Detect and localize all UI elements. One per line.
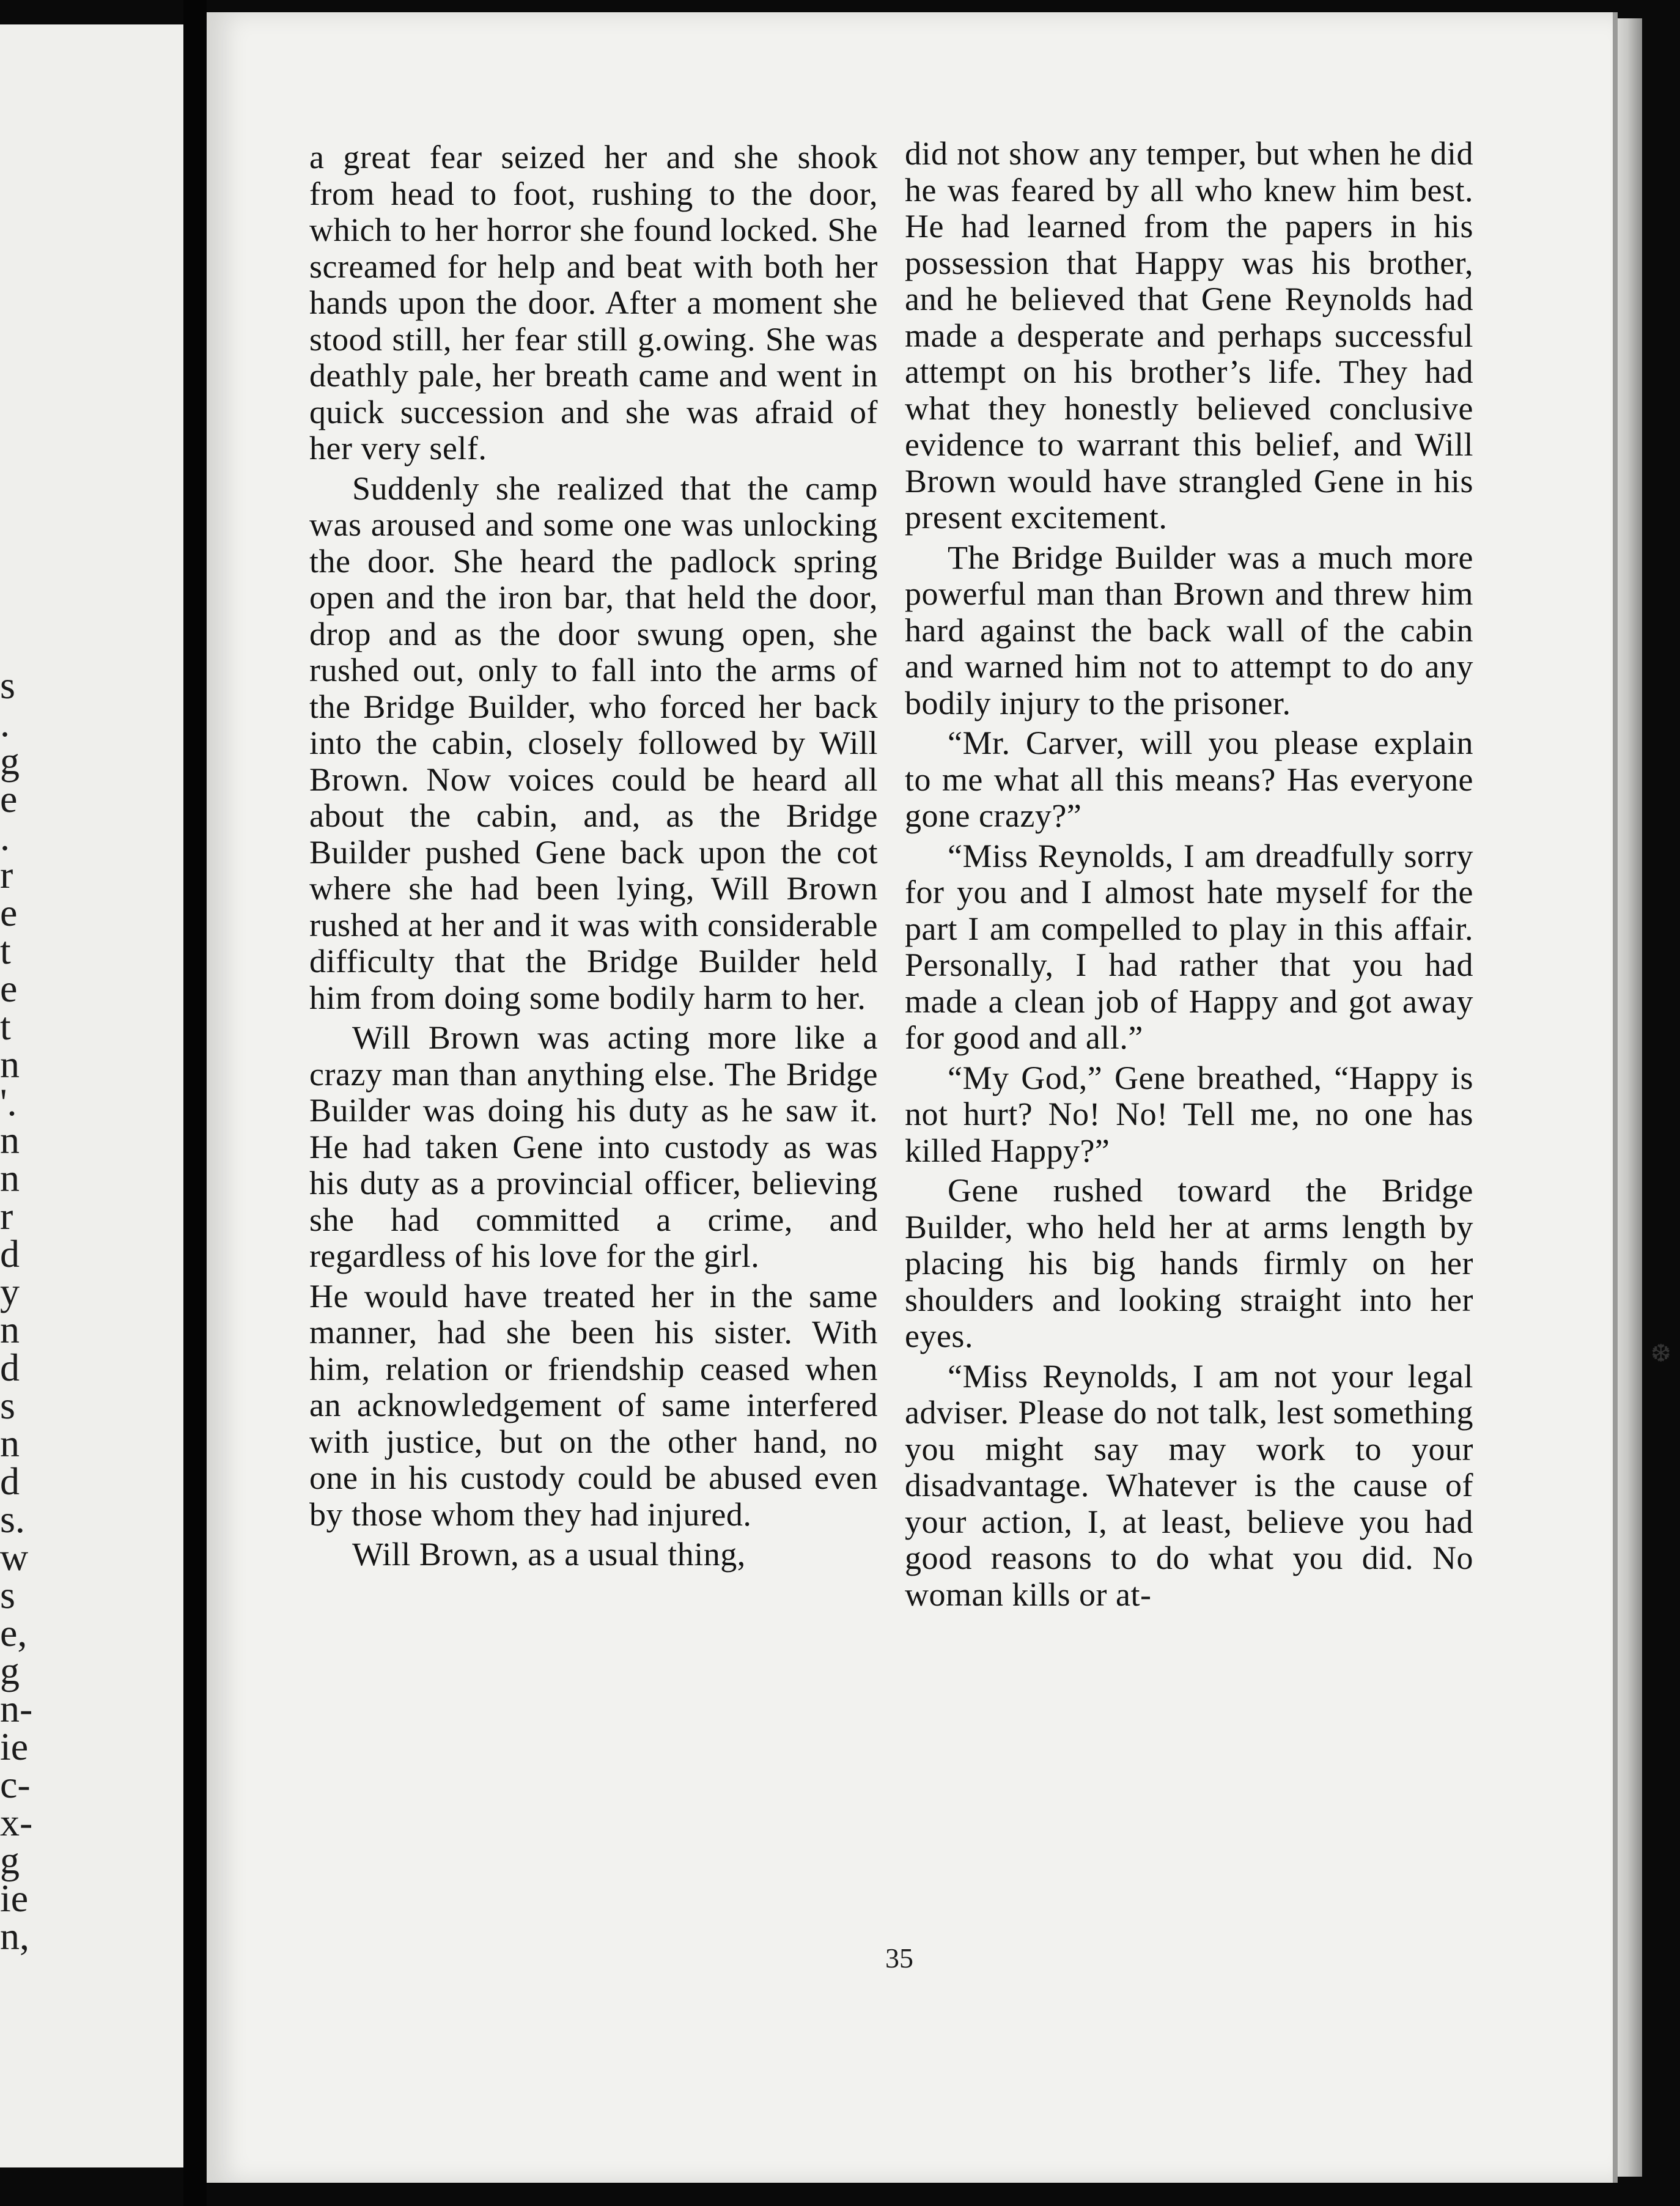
page-edge	[1618, 18, 1642, 2177]
edge-char: ie	[0, 1725, 29, 1768]
edge-char: n	[0, 1042, 20, 1086]
edge-char: .	[0, 815, 10, 858]
paragraph: “My God,” Gene breathed, “Happy is not hurt? No! No! Tell me, no one has killed Happy?”	[905, 1059, 1473, 1169]
ink-smudge-icon: ❆	[1651, 1340, 1671, 1367]
book-gutter	[183, 0, 207, 2206]
edge-char: .	[0, 701, 10, 745]
edge-char: g	[0, 1839, 20, 1882]
edge-char: n	[0, 1118, 20, 1162]
edge-char: s.	[0, 1497, 25, 1541]
paragraph: did not show any temper, but when he did he was feared by all who knew him best. He had learned from the papers in his possession that Happy was his brother, and he believed that Gene Reynolds had made a desperate and perhaps successful attempt on his brother’s life. They had what they honestly believed conclusive evidence to warrant this belief, and Will Brown would have strangled Gene in his present excitement.	[905, 135, 1473, 536]
edge-char: n,	[0, 1914, 29, 1958]
paragraph: The Bridge Builder was a much more powerful man than Brown and threw him hard against the back wall of the cabin and warned him not to attempt to do any bodily injury to the prisoner.	[905, 539, 1473, 721]
edge-char: d	[0, 1346, 20, 1389]
text-column-left	[309, 139, 878, 1577]
paragraph: “Mr. Carver, will you please explain to me what all this means? Has everyone gone crazy?”	[905, 725, 1473, 834]
edge-char: t	[0, 1005, 11, 1048]
edge-char: d	[0, 1232, 20, 1275]
text-column-right	[905, 136, 1473, 1617]
edge-char: e	[0, 891, 18, 934]
edge-char: g	[0, 1649, 20, 1692]
edge-char: e	[0, 777, 18, 821]
edge-char: '.	[0, 1080, 17, 1124]
paragraph: He would have treated her in the same manner, had she been his sister. With him, relation or friendship ceased when an acknowledgement of same interfered with justice, but on the other hand, no one in his custody could be abused even by those whom they had injured.	[309, 1277, 878, 1533]
edge-char: t	[0, 929, 11, 972]
edge-char: n	[0, 1422, 20, 1465]
edge-char: n	[0, 1156, 20, 1200]
paragraph: “Miss Reynolds, I am not your legal adviser. Please do not talk, lest something you might say may work to your disadvantage. Whatever is the cause of your action, I, at least, believe you had good reasons to do what you did. No woman kills or at-	[905, 1357, 1473, 1613]
edge-char: d	[0, 1459, 20, 1503]
edge-char: n	[0, 1308, 20, 1351]
paragraph: Suddenly she realized that the camp was aroused and some one was unlocking the door. She heard the padlock spring open and the iron bar, that held the door, drop and as the door swung open, she rushed out, only to fall into the arms of the Bridge Builder, who forced her back into the cabin, closely followed by Will Brown. Now voices could be heard all about the cabin, and, as the Bridge Builder pushed Gene back upon the cot where she had been lying, Will Brown rushed at her and it was with considerable difficulty that the Bridge Builder held him from doing some bodily harm to her.	[309, 470, 878, 1016]
paragraph: Will Brown, as a usual thing,	[352, 1536, 746, 1573]
page-number: 35	[885, 1942, 913, 1974]
paragraph: a great fear seized her and she shook from head to foot, rushing to the door, which to her horror she found locked. She screamed for help and beat with both her hands upon the door. After a moment she stood still, her fear still g.owing. She was deathly pale, her breath came and went in quick succession and she was afraid of her very self.	[309, 139, 878, 467]
left-page-fragment	[0, 24, 183, 2167]
edge-char: w	[0, 1535, 29, 1579]
paragraph: Will Brown was acting more like a crazy man than anything else. The Bridge Builder was doing his duty as he saw it. He had taken Gene into custody as was his duty as a provincial officer, believing she had committed a crime, and regardless of his love for the girl.	[309, 1019, 878, 1274]
edge-char: x-	[0, 1801, 33, 1844]
edge-char: c-	[0, 1763, 31, 1806]
edge-char: ie	[0, 1876, 29, 1920]
edge-char: g	[0, 739, 20, 783]
edge-char: r	[0, 1194, 13, 1238]
left-page-edge-text	[0, 663, 33, 1958]
edge-char: s	[0, 663, 15, 707]
edge-char: e,	[0, 1611, 28, 1654]
edge-char: y	[0, 1270, 20, 1313]
edge-char: r	[0, 853, 13, 896]
edge-char: s	[0, 1384, 15, 1427]
edge-char: s	[0, 1573, 15, 1617]
paragraph: Gene rushed toward the Bridge Builder, who held her at arms length by placing his big hands firmly on her shoulders and looking straight into her eyes.	[905, 1172, 1473, 1354]
edge-char: e	[0, 967, 18, 1010]
edge-char: n-	[0, 1687, 33, 1730]
paragraph: “Miss Reynolds, I am dreadfully sorry for you and I almost hate myself for the part I am compelled to play in this affair. Personally, I had rather that you had made a clean job of Happy and got away for good and all.”	[905, 837, 1473, 1056]
